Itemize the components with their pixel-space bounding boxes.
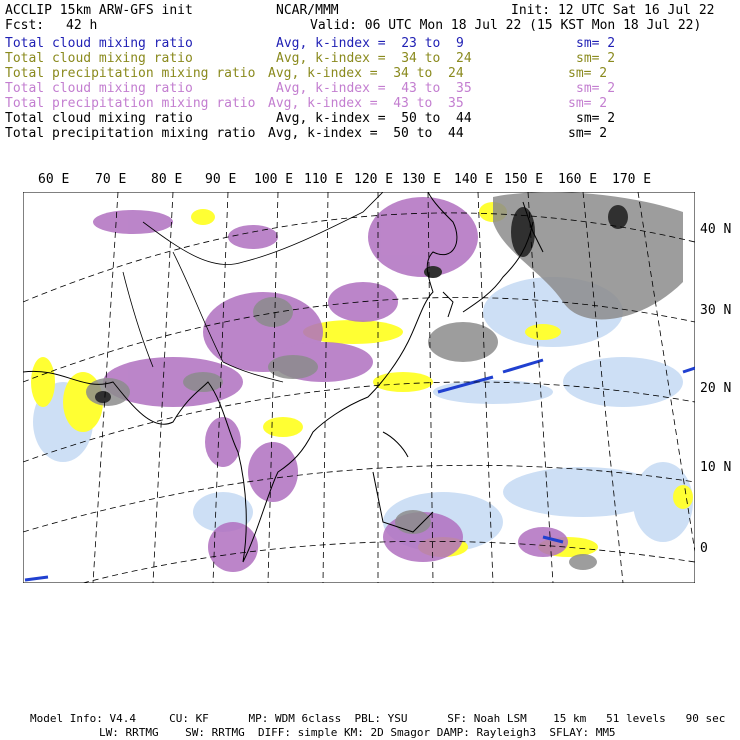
- lon-label-120e: 120 E: [354, 172, 394, 187]
- lon-label-160e: 160 E: [558, 172, 598, 187]
- init-time: Init: 12 UTC Sat 16 Jul 22: [511, 3, 715, 18]
- legend-sm-1: sm= 2: [576, 36, 616, 51]
- legend-field-7: Total precipitation mixing ratio: [5, 126, 256, 141]
- legend-field-1: Total cloud mixing ratio: [5, 36, 193, 51]
- legend-sm-2: sm= 2: [576, 51, 616, 66]
- legend-stat-5: Avg, k-index = 43 to 35: [268, 96, 464, 111]
- legend-stat-1: Avg, k-index = 23 to 9: [276, 36, 464, 51]
- lon-label-70e: 70 E: [95, 172, 127, 187]
- lat-label-20n: 20 N: [700, 381, 732, 396]
- lon-label-110e: 110 E: [304, 172, 344, 187]
- lon-label-90e: 90 E: [205, 172, 237, 187]
- legend-sm-5: sm= 2: [568, 96, 608, 111]
- legend-field-6: Total cloud mixing ratio: [5, 111, 193, 126]
- legend-field-3: Total precipitation mixing ratio: [5, 66, 256, 81]
- forecast-label: Fcst:: [5, 18, 45, 33]
- lat-label-10n: 10 N: [700, 460, 732, 475]
- lon-label-100e: 100 E: [254, 172, 294, 187]
- legend-stat-3: Avg, k-index = 34 to 24: [268, 66, 464, 81]
- weather-map: [23, 192, 695, 583]
- legend-field-5: Total precipitation mixing ratio: [5, 96, 256, 111]
- lon-label-60e: 60 E: [38, 172, 70, 187]
- forecast-hour: 42 h: [66, 18, 98, 33]
- lon-label-140e: 140 E: [454, 172, 494, 187]
- model-info-line-2: LW: RRTMG SW: RRTMG DIFF: simple KM: 2D Smagor DAMP: Rayleigh3 SFLAY: MM5: [99, 726, 616, 739]
- legend-stat-6: Avg, k-index = 50 to 44: [276, 111, 472, 126]
- legend-stat-4: Avg, k-index = 43 to 35: [276, 81, 472, 96]
- lon-label-130e: 130 E: [402, 172, 442, 187]
- legend-sm-6: sm= 2: [576, 111, 616, 126]
- lat-label-equator: 0: [700, 541, 708, 556]
- legend-field-2: Total cloud mixing ratio: [5, 51, 193, 66]
- legend-sm-4: sm= 2: [576, 81, 616, 96]
- lat-label-40n: 40 N: [700, 222, 732, 237]
- model-title: ACCLIP 15km ARW-GFS init: [5, 3, 193, 18]
- legend-stat-2: Avg, k-index = 34 to 24: [276, 51, 472, 66]
- valid-time: Valid: 06 UTC Mon 18 Jul 22 (15 KST Mon 18 Jul 22): [310, 18, 702, 33]
- model-info-line-1: Model Info: V4.4 CU: KF MP: WDM 6class PBL: YSU SF: Noah LSM 15 km 51 levels 90 sec: [30, 712, 726, 725]
- legend-stat-7: Avg, k-index = 50 to 44: [268, 126, 464, 141]
- legend-sm-7: sm= 2: [568, 126, 608, 141]
- lat-label-30n: 30 N: [700, 303, 732, 318]
- lon-label-170e: 170 E: [612, 172, 652, 187]
- organization-label: NCAR/MMM: [276, 3, 339, 18]
- legend-field-4: Total cloud mixing ratio: [5, 81, 193, 96]
- lon-label-80e: 80 E: [151, 172, 183, 187]
- legend-sm-3: sm= 2: [568, 66, 608, 81]
- lon-label-150e: 150 E: [504, 172, 544, 187]
